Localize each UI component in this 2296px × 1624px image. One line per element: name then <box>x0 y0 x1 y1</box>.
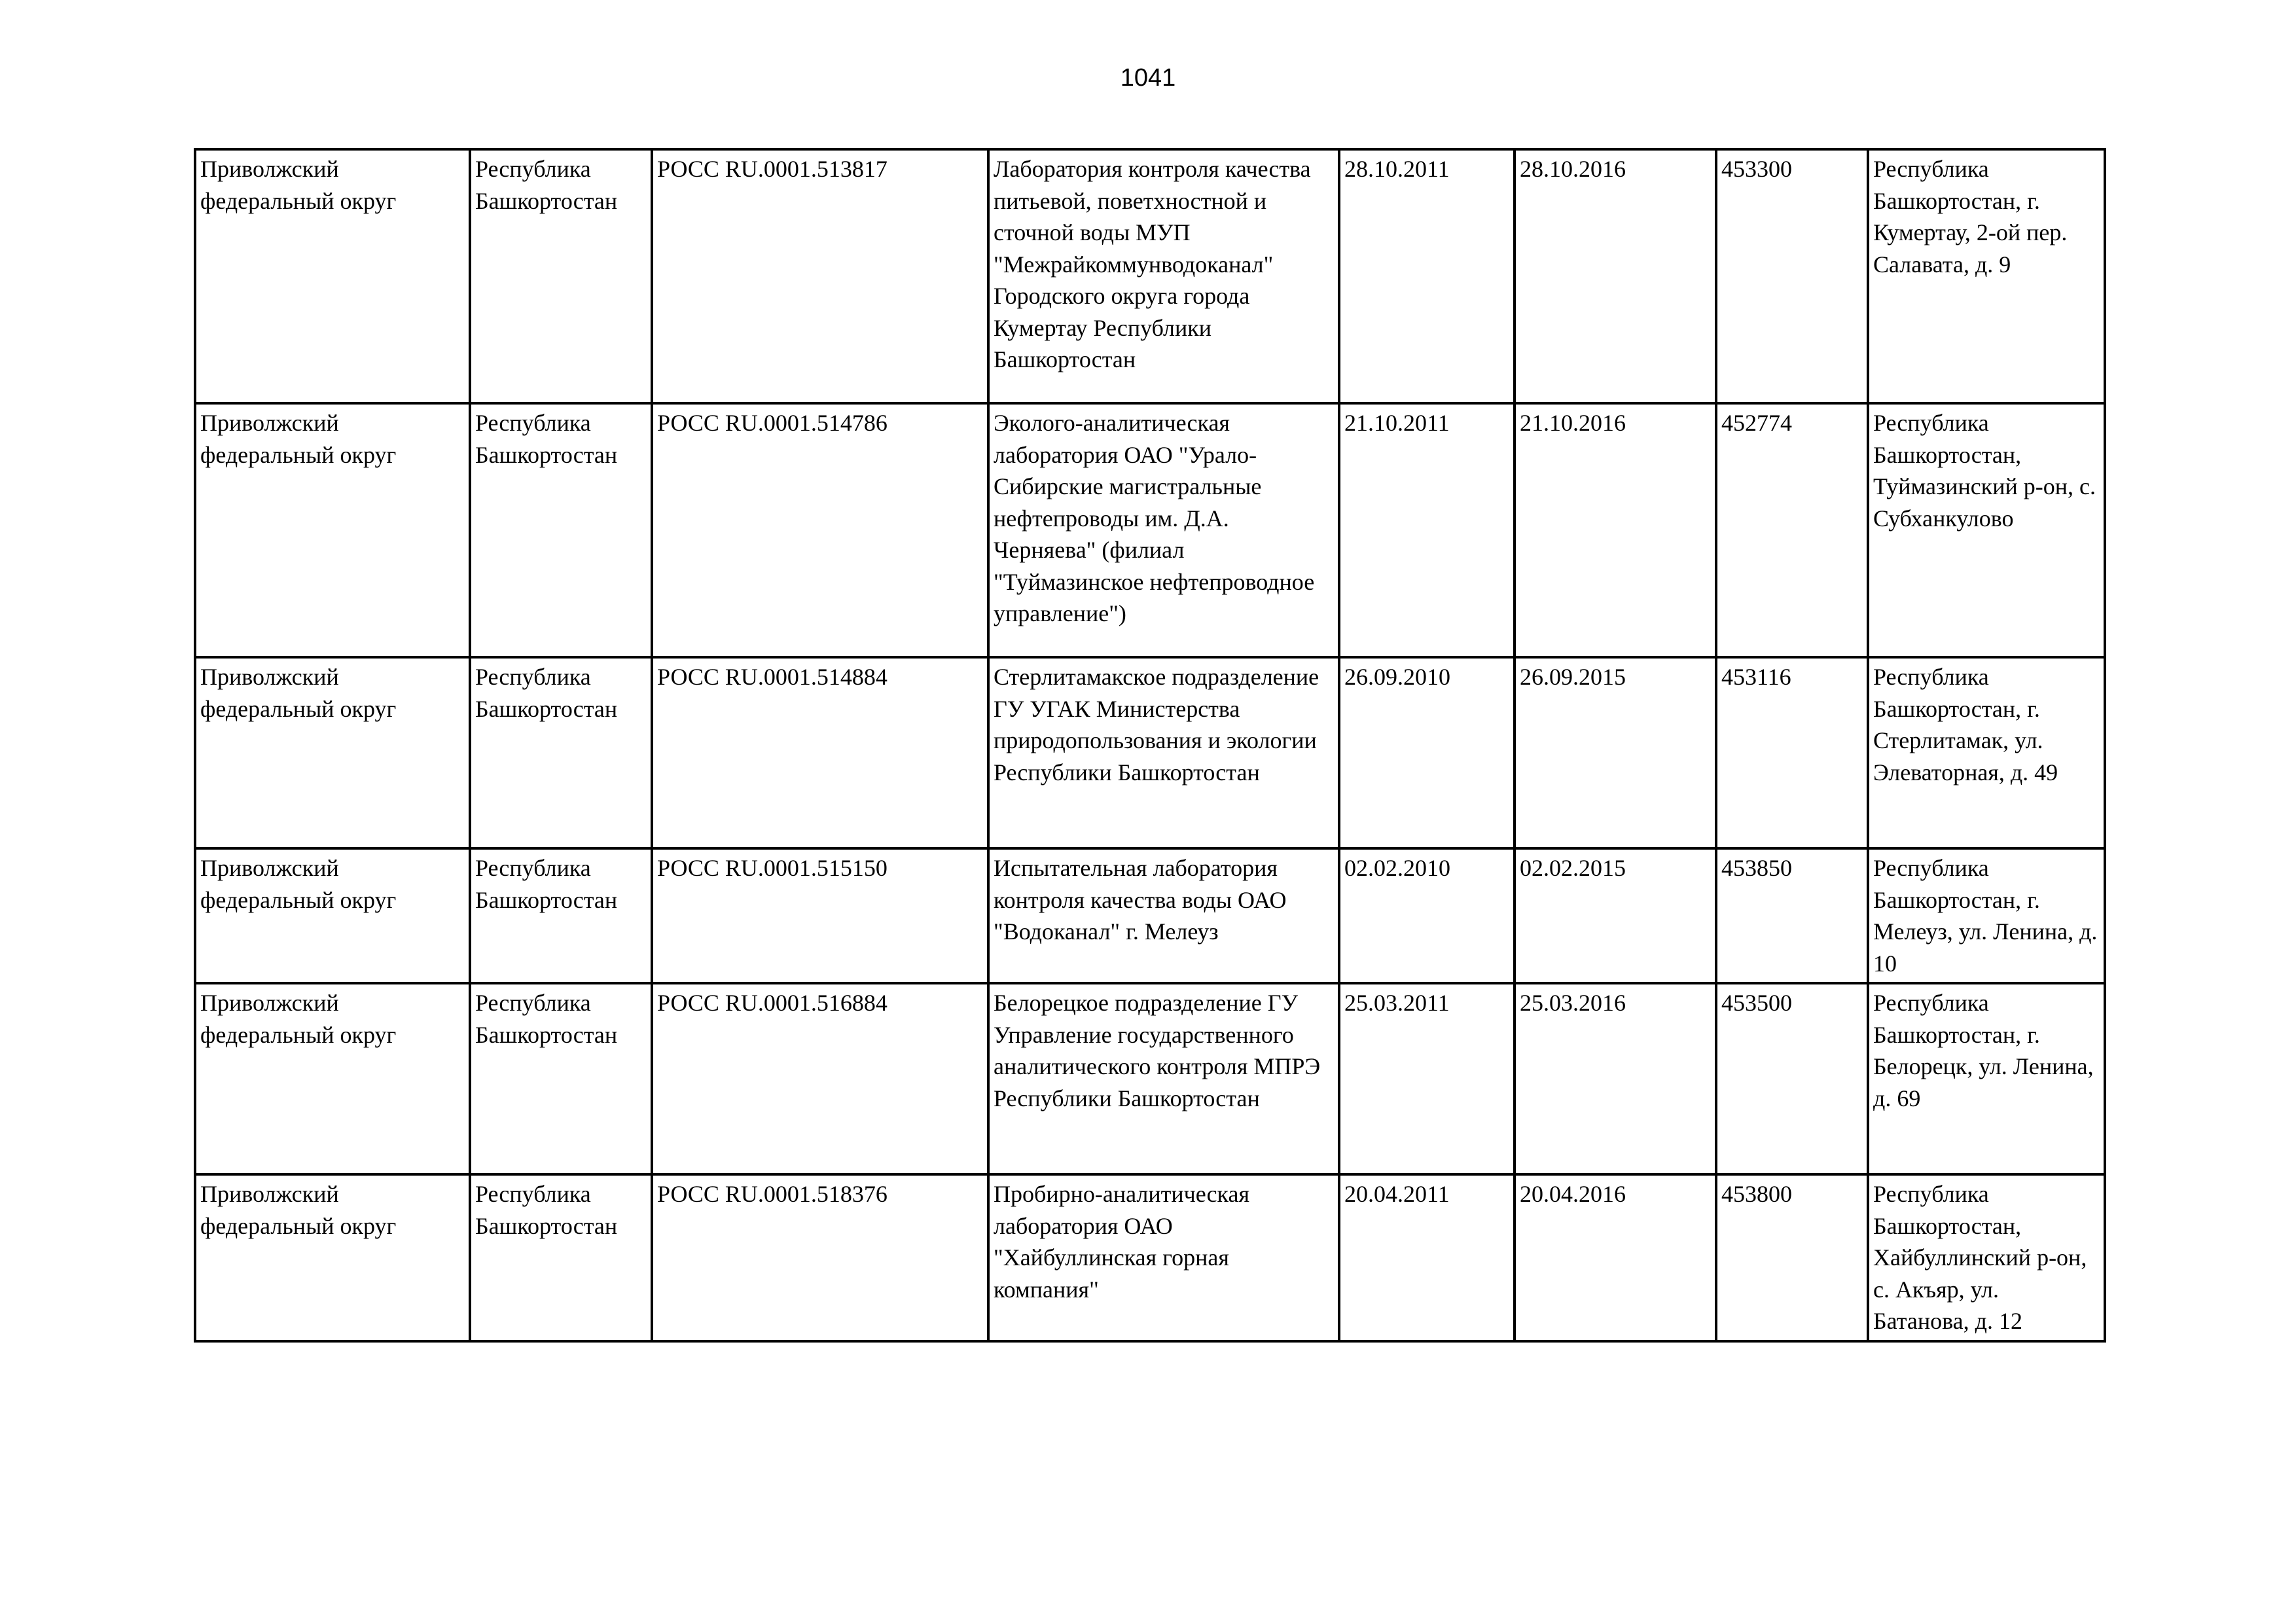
issue-date-cell: 21.10.2011 <box>1339 403 1515 657</box>
address-cell: Республика Башкортостан, Туймазинский р-он, с. Субханкулово <box>1868 403 2105 657</box>
table-row <box>195 403 2105 657</box>
district-cell: Приволжский федеральный округ <box>195 1174 470 1341</box>
accreditation-number-cell: РОСС RU.0001.514884 <box>652 657 988 848</box>
address-cell: Республика Башкортостан, г. Белорецк, ул. Ленина, д. 69 <box>1868 983 2105 1174</box>
district-cell: Приволжский федеральный округ <box>195 403 470 657</box>
issue-date-cell: 26.09.2010 <box>1339 657 1515 848</box>
accreditation-number-cell: РОСС RU.0001.514786 <box>652 403 988 657</box>
postcode-cell: 452774 <box>1716 403 1868 657</box>
postcode-cell: 453116 <box>1716 657 1868 848</box>
laboratory-name-cell: Пробирно-аналитическая лаборатория ОАО "Хайбуллинская горная компания" <box>988 1174 1339 1341</box>
expiry-date-cell: 28.10.2016 <box>1515 149 1716 403</box>
postcode-cell: 453300 <box>1716 149 1868 403</box>
region-cell: Республика Башкортостан <box>470 983 652 1174</box>
accreditation-number-cell: РОСС RU.0001.515150 <box>652 848 988 983</box>
postcode-cell: 453850 <box>1716 848 1868 983</box>
address-cell: Республика Башкортостан, г. Кумертау, 2-ой пер. Салавата, д. 9 <box>1868 149 2105 403</box>
issue-date-cell: 28.10.2011 <box>1339 149 1515 403</box>
table-row <box>195 1174 2105 1341</box>
laboratory-name-cell: Стерлитамакское подразделение ГУ УГАК Министерства природопользования и экологии Республики Башкортостан <box>988 657 1339 848</box>
district-cell: Приволжский федеральный округ <box>195 848 470 983</box>
postcode-cell: 453500 <box>1716 983 1868 1174</box>
laboratory-name-cell: Эколого-аналитическая лаборатория ОАО "Урало-Сибирские магистральные нефтепроводы им. Д.А. Черняева" (филиал "Туймазинское нефтепроводное управление") <box>988 403 1339 657</box>
region-cell: Республика Башкортостан <box>470 657 652 848</box>
laboratory-name-cell: Лаборатория контроля качества питьевой, поветхностной и сточной воды МУП "Межрайкоммунводоканал" Городского округа города Кумертау Республики Башкортостан <box>988 149 1339 403</box>
district-cell: Приволжский федеральный округ <box>195 657 470 848</box>
district-cell: Приволжский федеральный округ <box>195 983 470 1174</box>
issue-date-cell: 25.03.2011 <box>1339 983 1515 1174</box>
expiry-date-cell: 02.02.2015 <box>1515 848 1716 983</box>
accreditation-number-cell: РОСС RU.0001.516884 <box>652 983 988 1174</box>
region-cell: Республика Башкортостан <box>470 1174 652 1341</box>
table-row <box>195 848 2105 983</box>
address-cell: Республика Башкортостан, г. Мелеуз, ул. Ленина, д. 10 <box>1868 848 2105 983</box>
laboratory-name-cell: Белорецкое подразделение ГУ Управление государственного аналитического контроля МПРЭ Республики Башкортостан <box>988 983 1339 1174</box>
laboratory-registry-table <box>194 148 2106 1343</box>
table-row <box>195 657 2105 848</box>
expiry-date-cell: 25.03.2016 <box>1515 983 1716 1174</box>
laboratory-name-cell: Испытательная лаборатория контроля качества воды ОАО "Водоканал" г. Мелеуз <box>988 848 1339 983</box>
region-cell: Республика Башкортостан <box>470 149 652 403</box>
address-cell: Республика Башкортостан, Хайбуллинский р-он, с. Акъяр, ул. Батанова, д. 12 <box>1868 1174 2105 1341</box>
postcode-cell: 453800 <box>1716 1174 1868 1341</box>
region-cell: Республика Башкортостан <box>470 848 652 983</box>
address-cell: Республика Башкортостан, г. Стерлитамак, ул. Элеваторная, д. 49 <box>1868 657 2105 848</box>
issue-date-cell: 02.02.2010 <box>1339 848 1515 983</box>
accreditation-number-cell: РОСС RU.0001.513817 <box>652 149 988 403</box>
region-cell: Республика Башкортостан <box>470 403 652 657</box>
issue-date-cell: 20.04.2011 <box>1339 1174 1515 1341</box>
expiry-date-cell: 21.10.2016 <box>1515 403 1716 657</box>
expiry-date-cell: 26.09.2015 <box>1515 657 1716 848</box>
table-row <box>195 149 2105 403</box>
expiry-date-cell: 20.04.2016 <box>1515 1174 1716 1341</box>
table-row <box>195 983 2105 1174</box>
district-cell: Приволжский федеральный округ <box>195 149 470 403</box>
page-number: 1041 <box>1120 64 1176 92</box>
accreditation-number-cell: РОСС RU.0001.518376 <box>652 1174 988 1341</box>
